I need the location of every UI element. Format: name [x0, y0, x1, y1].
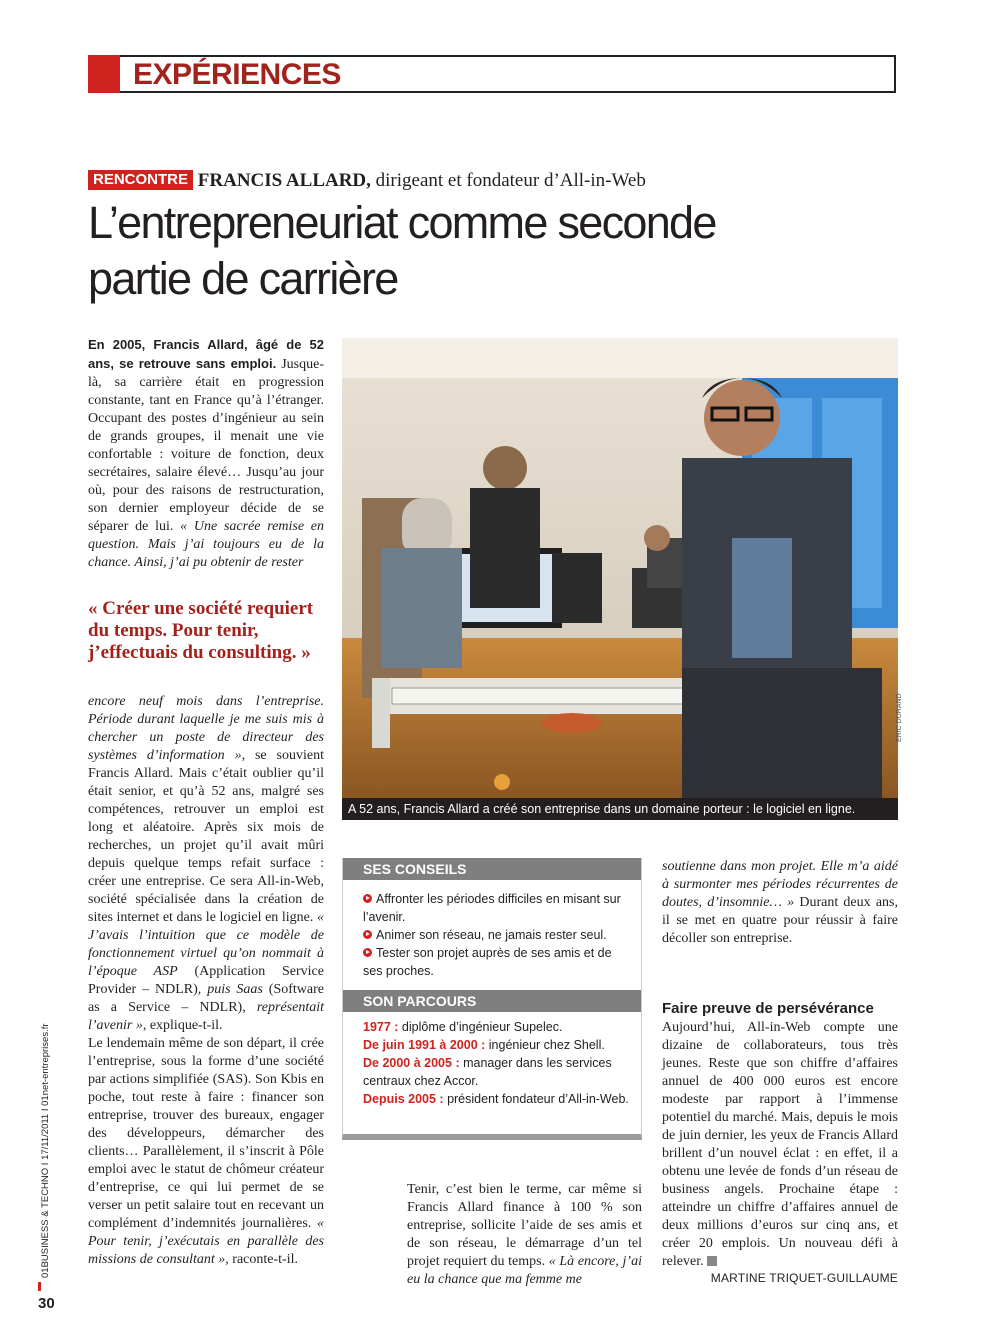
- parcours-text: président fondateur d’All-in-Web.: [443, 1092, 629, 1106]
- body-text: (Software as a Service – NDLR),: [88, 982, 324, 1015]
- body-text: , raconte-t-il.: [225, 1252, 298, 1267]
- section-title: EXPÉRIENCES: [133, 58, 341, 91]
- conseil-text: Animer son réseau, ne jamais rester seul.: [376, 928, 607, 942]
- body-column-1: [88, 336, 324, 572]
- kicker: [88, 170, 646, 192]
- page-number: 30: [38, 1295, 55, 1312]
- body-quote: représentait l’avenir »: [88, 1000, 324, 1033]
- interviewee-role: dirigeant et fondateur d’All-in-Web: [370, 170, 646, 191]
- conseil-item: [363, 944, 633, 980]
- arrow-bullet-icon: [363, 948, 372, 957]
- conseil-item: [363, 890, 633, 926]
- parcours-item: [363, 1054, 633, 1090]
- body-column-3-continued: [662, 1019, 898, 1271]
- body-column-3: [662, 858, 898, 948]
- photo-credit: ERIC DURAND: [896, 693, 903, 742]
- body-text: Durant deux ans, il se met en quatre pour réussir à faire décoller son entreprise.: [662, 895, 898, 946]
- headline-line-1: L’entrepreneuriat comme seconde: [88, 197, 716, 248]
- conseil-item: [363, 926, 633, 944]
- arrow-bullet-icon: [363, 894, 372, 903]
- headline: [88, 195, 888, 307]
- body-quote: « Pour tenir, j’exécutais en parallèle des missions de consultant »: [88, 1216, 324, 1267]
- arrow-bullet-icon: [363, 930, 372, 939]
- parcours-item: [363, 1018, 633, 1036]
- office-photo-illustration: [342, 338, 898, 798]
- parcours-text: ingénieur chez Shell.: [485, 1038, 605, 1052]
- article-photo: [342, 338, 898, 798]
- parcours-text: diplôme d’ingénieur Supelec.: [398, 1020, 563, 1034]
- parcours-item: [363, 1036, 633, 1054]
- body-column-2: [407, 1181, 642, 1289]
- author-signature: MARTINE TRIQUET-GUILLAUME: [710, 1271, 898, 1285]
- parcours-heading: SON PARCOURS: [343, 990, 641, 1012]
- photo-caption: A 52 ans, Francis Allard a créé son entreprise dans un domaine porteur : le logiciel en ligne.: [342, 798, 898, 820]
- folio-accent: [38, 1282, 41, 1291]
- conseil-text: Affronter les périodes difficiles en misant sur l’avenir.: [363, 892, 621, 924]
- conseils-list: [363, 890, 633, 980]
- body-text: Aujourd’hui, All-in-Web compte une dizaine de collaborateurs, tous très jeunes. Reste que son chiffre d’affaires annuel de 400 000 euros est encore modeste par rapport à l’immense potentiel du marché. Mais, depuis le mois de juin dernier, les yeux de Francis Allard brillent d’un nouvel éclat : en effet, il a obtenu une levée de fonds d’un réseau de business angels. Prochaine étape : atteindre un chiffre d’affaires annuel de deux millions d’euros sur cinq ans, et créer 20 emplois. Un nouveau défi à relever.: [662, 1020, 898, 1269]
- parcours-text: manager dans les services centraux chez Accor.: [363, 1056, 612, 1088]
- subheading: Faire preuve de persévérance: [662, 1000, 874, 1017]
- section-header-accent: [88, 55, 120, 93]
- body-quote: « Une sacrée remise en question. Mais j’ai toujours eu de la chance. Ainsi, j’ai pu obtenir de rester: [88, 519, 324, 570]
- running-footer: 01BUSINESS & TECHNO I 17/11/2011 I 01net-entreprises.fr: [40, 1023, 51, 1278]
- body-text: (Application Service Provider – NDLR): [88, 964, 324, 997]
- body-quote: « J’avais l’intuition que ce modèle de fonctionnement virtuel qu’on nommait à l’époque ASP: [88, 910, 324, 979]
- lead-text: En 2005, Francis Allard, âgé de 52 ans, se retrouve sans emploi.: [88, 337, 324, 371]
- end-mark-icon: [707, 1256, 717, 1266]
- body-text: , explique-t-il.: [142, 1018, 223, 1033]
- body-text: Jusque-là, sa carrière était en progression constante, tant en France qu’à l’étranger. Occupant des postes d’ingénieur au sein de grands groupes, il menait une vie confortable : voiture de fonction, deux secrétaires, salaire élevé… Jusqu’au jour où, pour des raisons de restructuration, son dernier employeur décide de se séparer de lui.: [88, 357, 325, 534]
- conseil-text: Tester son projet auprès de ses amis et de ses proches.: [363, 946, 612, 978]
- pull-quote: « Créer une société requiert du temps. Pour tenir, j’effectuais du consulting. »: [88, 598, 314, 663]
- parcours-item: [363, 1090, 633, 1108]
- body-quote: soutienne dans mon projet. Elle m’a aidé à surmonter mes périodes récurrentes de doutes, d’insomnie… »: [662, 859, 898, 910]
- interviewee-name: FRANCIS ALLARD,: [197, 170, 371, 191]
- body-text: Tenir, c’est bien le terme, car même si Francis Allard finance à 100 % son entreprise, sollicite l’aide de ses amis et de son réseau, le démarrage d’un tel projet requiert du temps.: [407, 1182, 642, 1269]
- rubric-tag: RENCONTRE: [88, 170, 193, 190]
- body-quote: « Là encore, j’ai eu la chance que ma femme me: [407, 1254, 642, 1287]
- body-text: Le lendemain même de son départ, il crée l’entreprise, sous la forme d’une société par actions simplifiée (SAS). Son Kbis en poche, tout reste à faire : financer son entreprise, trouver des bureaux, engager des développeurs, démarcher des clients… Parallèlement, il s’inscrit à Pôle emploi avec le statut de chômeur créateur d’entreprise, ce qui lui permet de se verser un petit salaire tout en recevant un complément d’indemnités journalières.: [88, 1036, 324, 1231]
- headline-line-2: partie de carrière: [88, 253, 398, 304]
- parcours-date: De 2000 à 2005 :: [363, 1056, 460, 1070]
- conseils-heading: SES CONSEILS: [343, 858, 641, 880]
- body-column-1-continued: [88, 693, 324, 1269]
- info-box: [342, 858, 642, 1140]
- body-text: , se souvient Francis Allard. Mais c’était oublier qu’il était senior, et qu’à 52 ans, malgré ses compétences, retrouver un emploi est long et aléatoire. Après six mois de recherches, un projet qu’il avait mûri depuis quelque temps refait surface : créer une entreprise. Ce sera All-in-Web, société spécialisée dans la création de sites internet et dans le logiciel en ligne.: [88, 748, 324, 925]
- body-quote: encore neuf mois dans l’entreprise. Période durant laquelle je me suis mis à chercher un poste de directeur des systèmes d’information »: [88, 694, 324, 763]
- parcours-date: De juin 1991 à 2000 :: [363, 1038, 486, 1052]
- parcours-date: Depuis 2005 :: [363, 1092, 444, 1106]
- parcours-date: 1977 :: [363, 1020, 399, 1034]
- parcours-list: [363, 1018, 633, 1108]
- body-quote: , puis Saas: [197, 982, 263, 997]
